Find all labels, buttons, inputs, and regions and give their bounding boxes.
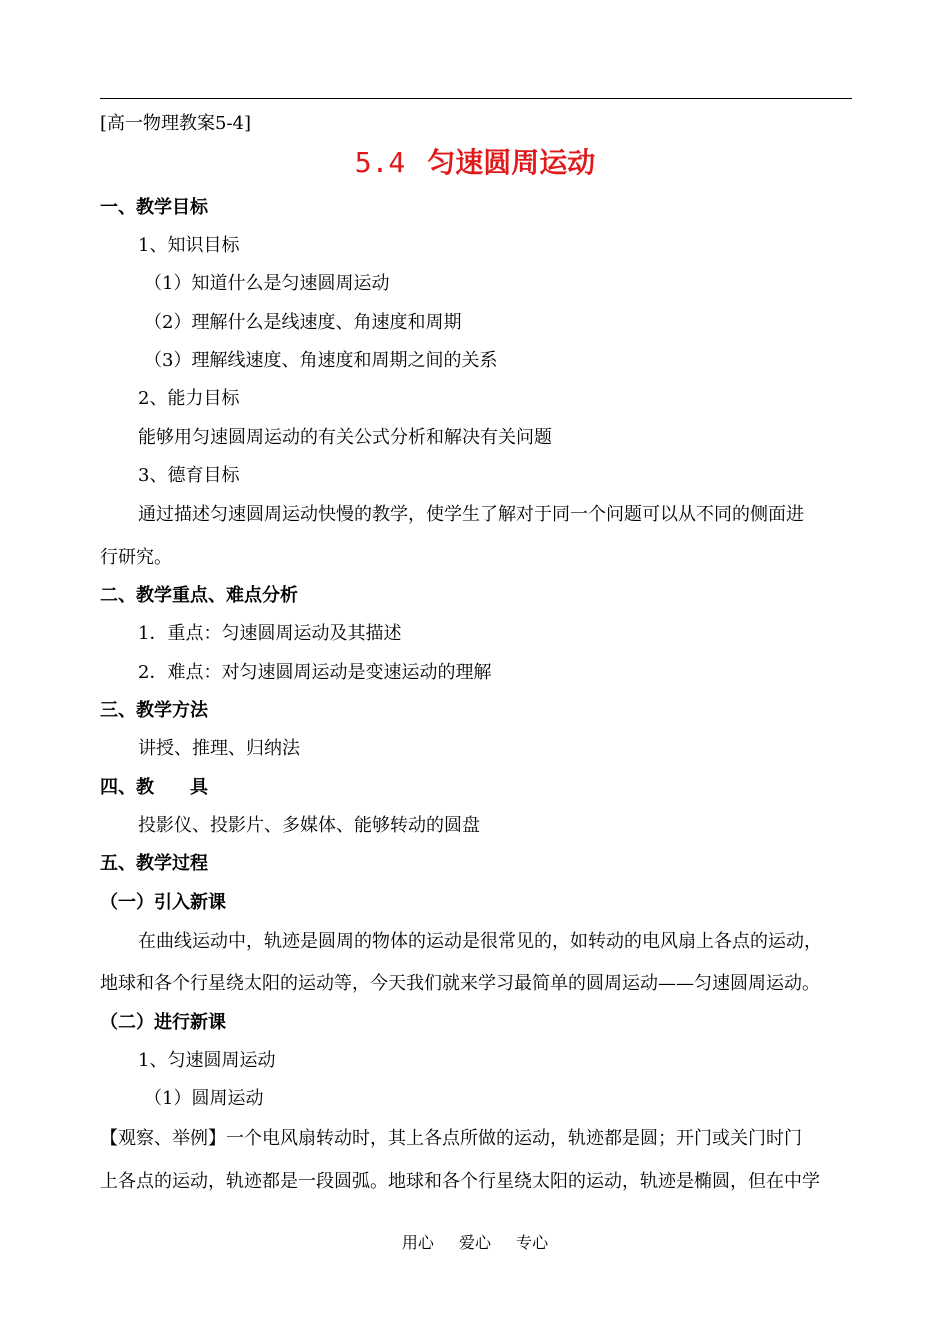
list-item: 2．难点：对匀速圆周运动是变速运动的理解	[138, 662, 492, 683]
header-rule	[100, 98, 852, 99]
paragraph-line: 地球和各个行星绕太阳的运动等，今天我们就来学习最简单的圆周运动——匀速圆周运动。	[100, 973, 820, 994]
section-heading-2: 二、教学重点、难点分析	[100, 585, 298, 606]
doc-tag: [高一物理教案5-4]	[100, 113, 252, 134]
subheading-moral: 3、德育目标	[138, 465, 240, 486]
footer-word: 专心	[516, 1233, 549, 1252]
list-item: （2）理解什么是线速度、角速度和周期	[144, 312, 462, 333]
paragraph-line: 投影仪、投影片、多媒体、能够转动的圆盘	[138, 815, 480, 836]
paragraph-line: 【观察、举例】一个电风扇转动时，其上各点所做的运动，轨迹都是圆；开门或关门时门	[100, 1128, 802, 1149]
subsection-heading: （二）进行新课	[100, 1012, 226, 1033]
page-footer	[0, 1233, 950, 1253]
list-item: （1）圆周运动	[144, 1088, 264, 1109]
section-heading-3: 三、教学方法	[100, 700, 208, 721]
title-text: 匀速圆周运动	[427, 146, 596, 179]
paragraph-line: 能够用匀速圆周运动的有关公式分析和解决有关问题	[138, 427, 552, 448]
section-heading-4: 四、教 具	[100, 777, 208, 798]
page-title	[0, 145, 950, 181]
paragraph-line: 讲授、推理、归纳法	[138, 738, 300, 759]
paragraph-line: 在曲线运动中，轨迹是圆周的物体的运动是很常见的，如转动的电风扇上各点的运动，	[138, 931, 822, 952]
list-item: （3）理解线速度、角速度和周期之间的关系	[144, 350, 498, 371]
subheading-ability: 2、能力目标	[138, 388, 240, 409]
title-number: 5.4	[354, 146, 406, 179]
paragraph-line: 行研究。	[100, 547, 172, 568]
section-heading-5: 五、教学过程	[100, 853, 208, 874]
list-item: 1．重点：匀速圆周运动及其描述	[138, 623, 402, 644]
footer-word: 爱心	[458, 1233, 491, 1252]
footer-word: 用心	[401, 1233, 434, 1252]
subsection-heading: （一）引入新课	[100, 892, 226, 913]
paragraph-line: 通过描述匀速圆周运动快慢的教学，使学生了解对于同一个问题可以从不同的侧面进	[138, 504, 804, 525]
subheading-knowledge: 1、知识目标	[138, 235, 240, 256]
list-item: （1）知道什么是匀速圆周运动	[144, 273, 390, 294]
section-heading-1: 一、教学目标	[100, 197, 208, 218]
subheading-uniform-circular: 1、匀速圆周运动	[138, 1050, 276, 1071]
paragraph-line: 上各点的运动，轨迹都是一段圆弧。地球和各个行星绕太阳的运动，轨迹是椭圆，但在中学	[100, 1171, 820, 1192]
